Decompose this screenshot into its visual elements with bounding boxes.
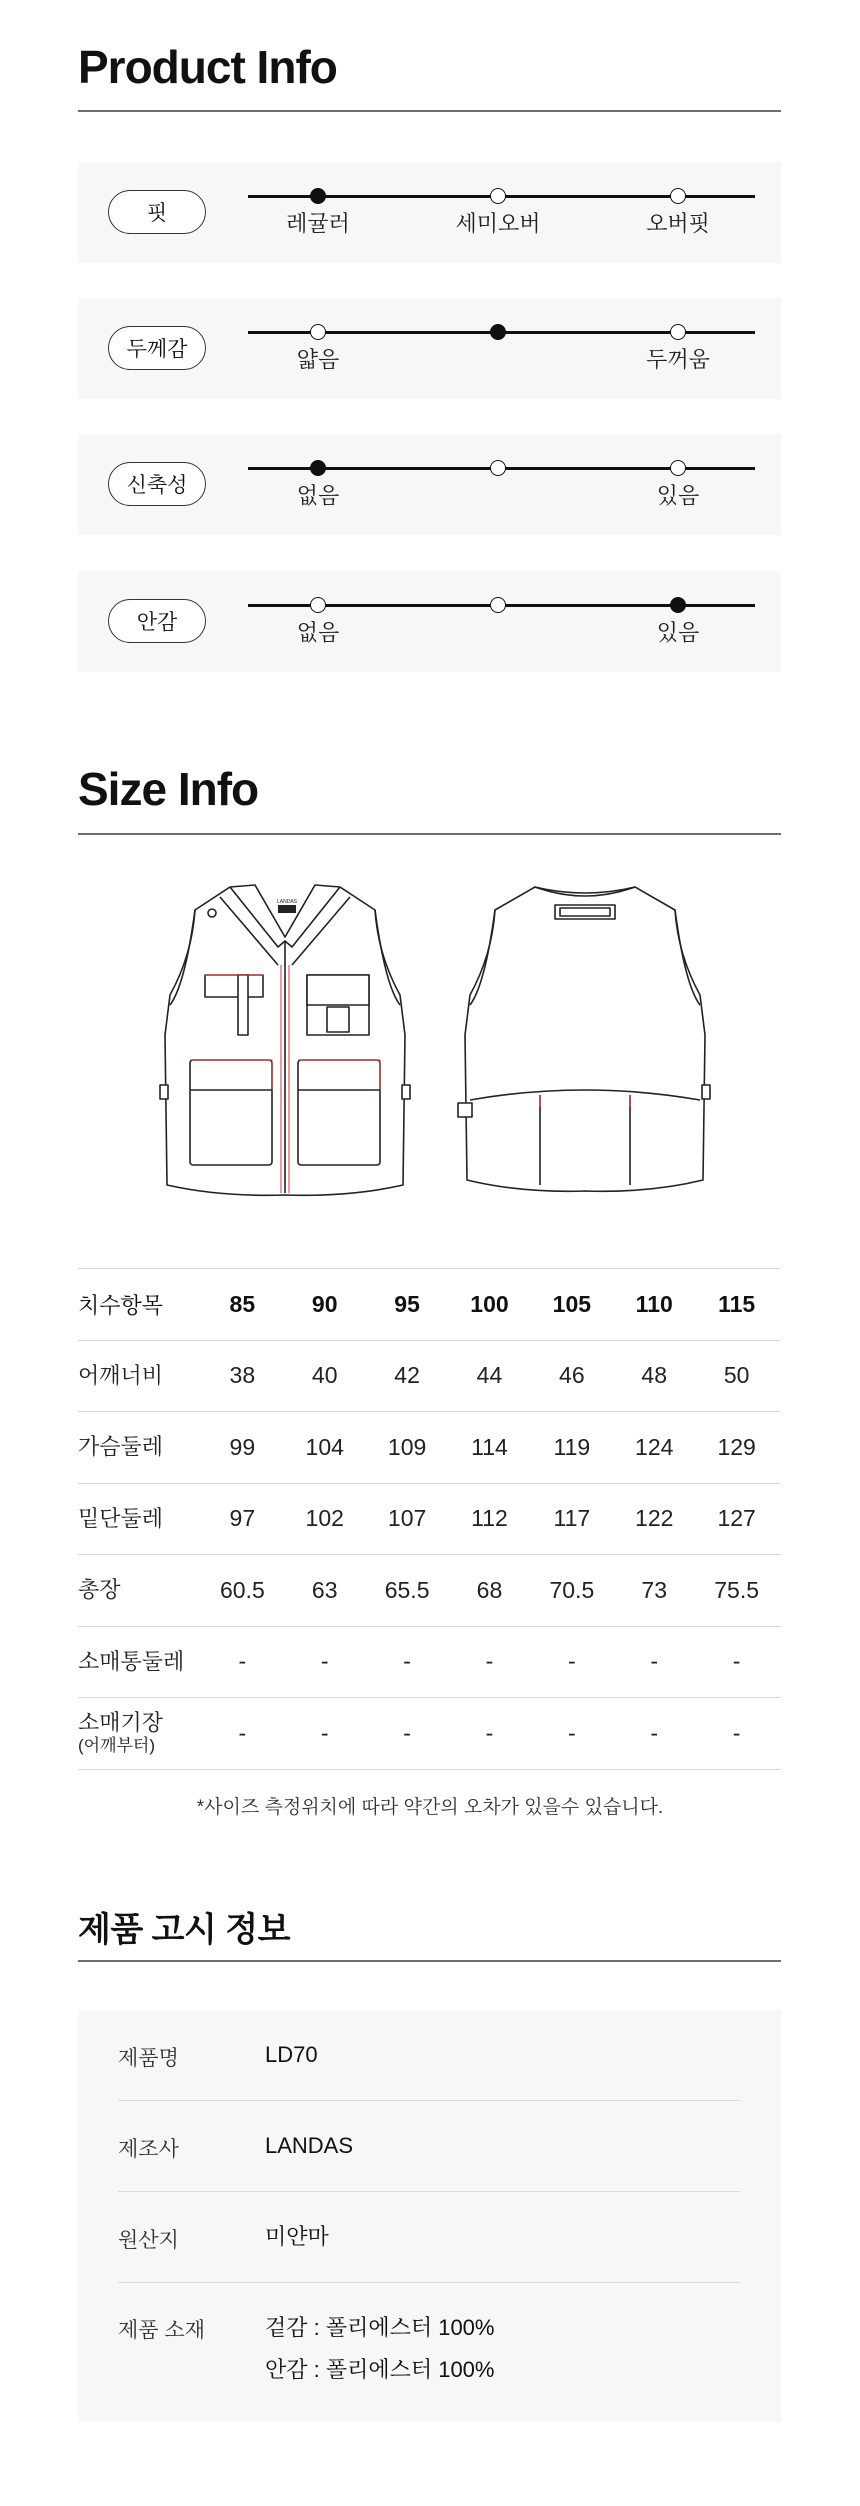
fit-option-label: 없음	[296, 620, 340, 645]
size-cell: 40	[287, 1340, 363, 1412]
fit-dot	[310, 324, 326, 340]
notice-row	[118, 2010, 741, 2101]
notice-key: 원산지	[118, 2229, 179, 2252]
vest-back-illustration	[450, 875, 720, 1205]
size-row-label-text: 총장	[78, 1577, 121, 1603]
notice-value: 안감 : 폴리에스터 100%	[265, 2357, 495, 2382]
fit-option-label: 얇음	[296, 347, 340, 372]
vest-front-illustration	[150, 875, 420, 1205]
size-column-header: 115	[692, 1269, 781, 1341]
size-cell: 75.5	[692, 1555, 781, 1627]
size-info-divider	[78, 833, 781, 835]
size-row-label	[78, 1412, 198, 1484]
vest-logo-text: LANDAS	[276, 899, 298, 905]
size-cell: 124	[616, 1412, 692, 1484]
size-cell: -	[363, 1626, 452, 1698]
size-cell: -	[528, 1698, 617, 1770]
size-cell: 46	[528, 1340, 617, 1412]
size-cell: -	[692, 1698, 781, 1770]
notice-box	[78, 2010, 781, 2422]
product-info-divider	[78, 110, 781, 112]
size-column-header: 90	[287, 1269, 363, 1341]
fit-dot-selected	[310, 188, 326, 204]
size-table	[78, 1268, 781, 1770]
size-column-header: 85	[198, 1269, 287, 1341]
size-table-row	[78, 1483, 781, 1555]
fit-dot	[490, 188, 506, 204]
fit-row	[78, 298, 781, 399]
size-cell: 104	[287, 1412, 363, 1484]
notice-row	[118, 2101, 741, 2192]
fit-dot	[670, 188, 686, 204]
size-cell: -	[692, 1626, 781, 1698]
notice-row	[118, 2283, 741, 2422]
size-table-row	[78, 1412, 781, 1484]
size-cell: 60.5	[198, 1555, 287, 1627]
size-cell: 129	[692, 1412, 781, 1484]
size-cell: 65.5	[363, 1555, 452, 1627]
size-row-label-text: 소매기장	[78, 1710, 164, 1736]
notice-title: 제품 고시 정보	[78, 1911, 290, 1949]
size-cell: -	[528, 1626, 617, 1698]
size-column-header: 95	[363, 1269, 452, 1341]
size-column-header: 105	[528, 1269, 617, 1341]
size-cell: -	[616, 1626, 692, 1698]
fit-option-label: 오버핏	[646, 211, 710, 236]
size-column-header: 100	[451, 1269, 527, 1341]
fit-dot	[310, 597, 326, 613]
size-cell: 44	[451, 1340, 527, 1412]
size-table-row	[78, 1698, 781, 1770]
size-cell: 122	[616, 1483, 692, 1555]
size-row-label	[78, 1626, 198, 1698]
notice-row	[118, 2192, 741, 2283]
size-row-label-text: 소매통둘레	[78, 1648, 185, 1674]
fit-row-name-pill: 신축성	[108, 462, 206, 506]
size-row-label-text: 밑단둘레	[78, 1505, 164, 1531]
size-table-row	[78, 1626, 781, 1698]
size-cell: 102	[287, 1483, 363, 1555]
fit-dot	[490, 460, 506, 476]
notice-key: 제품명	[118, 2047, 179, 2070]
size-cell: -	[451, 1698, 527, 1770]
product-info-title: Product Info	[78, 41, 337, 93]
notice-key: 제조사	[118, 2138, 179, 2161]
size-cell: 97	[198, 1483, 287, 1555]
fit-option-label: 레귤러	[286, 211, 350, 236]
size-row-label	[78, 1555, 198, 1627]
fit-row-name-pill: 두께감	[108, 326, 206, 370]
size-cell: -	[451, 1626, 527, 1698]
size-row-label	[78, 1483, 198, 1555]
size-cell: -	[198, 1698, 287, 1770]
fit-option-label: 세미오버	[455, 211, 541, 236]
size-column-header: 110	[616, 1269, 692, 1341]
fit-dot	[670, 324, 686, 340]
fit-row	[78, 162, 781, 263]
size-row-label	[78, 1340, 198, 1412]
notice-value: LD70	[265, 2042, 318, 2067]
size-table-header-label: 치수항목	[78, 1269, 198, 1341]
size-cell: 117	[528, 1483, 617, 1555]
fit-row-name-pill: 안감	[108, 599, 206, 643]
notice-value: LANDAS	[265, 2133, 354, 2158]
size-cell: 109	[363, 1412, 452, 1484]
notice-value: 미얀마	[265, 2224, 329, 2249]
size-cell: 73	[616, 1555, 692, 1627]
size-table-row	[78, 1340, 781, 1412]
size-info-title: Size Info	[78, 763, 259, 815]
size-cell: -	[287, 1698, 363, 1770]
size-cell: 99	[198, 1412, 287, 1484]
fit-row-name-pill: 핏	[108, 190, 206, 234]
size-cell: -	[287, 1626, 363, 1698]
fit-option-label: 두꺼움	[646, 347, 710, 372]
fit-row	[78, 571, 781, 672]
size-row-sublabel: (어깨부터)	[78, 1736, 156, 1756]
fit-option-label: 있음	[656, 483, 700, 508]
size-table-header-row	[78, 1269, 781, 1341]
notice-value: 겉감 : 폴리에스터 100%	[265, 2315, 495, 2340]
size-row-label-text: 어깨너비	[78, 1362, 164, 1388]
size-cell: 68	[451, 1555, 527, 1627]
size-cell: 114	[451, 1412, 527, 1484]
fit-option-label: 있음	[656, 620, 700, 645]
size-cell: 48	[616, 1340, 692, 1412]
size-cell: 63	[287, 1555, 363, 1627]
size-row-label	[78, 1698, 198, 1770]
size-cell: 127	[692, 1483, 781, 1555]
size-cell: -	[198, 1626, 287, 1698]
fit-dot	[490, 597, 506, 613]
size-table-row	[78, 1555, 781, 1627]
fit-row	[78, 434, 781, 535]
notice-divider	[78, 1960, 781, 1962]
size-cell: 107	[363, 1483, 452, 1555]
size-cell: -	[616, 1698, 692, 1770]
notice-key: 제품 소재	[118, 2319, 205, 2342]
size-cell: 119	[528, 1412, 617, 1484]
fit-dot-selected	[310, 460, 326, 476]
size-cell: 38	[198, 1340, 287, 1412]
fit-dot-selected	[490, 324, 506, 340]
size-cell: 70.5	[528, 1555, 617, 1627]
size-cell: -	[363, 1698, 452, 1770]
fit-dot	[670, 460, 686, 476]
size-cell: 42	[363, 1340, 452, 1412]
size-cell: 50	[692, 1340, 781, 1412]
size-note: *사이즈 측정위치에 따라 약간의 오차가 있을수 있습니다.	[196, 1797, 664, 1818]
size-row-label-text: 가슴둘레	[78, 1434, 164, 1460]
fit-option-label: 없음	[296, 483, 340, 508]
size-cell: 112	[451, 1483, 527, 1555]
fit-dot-selected	[670, 597, 686, 613]
